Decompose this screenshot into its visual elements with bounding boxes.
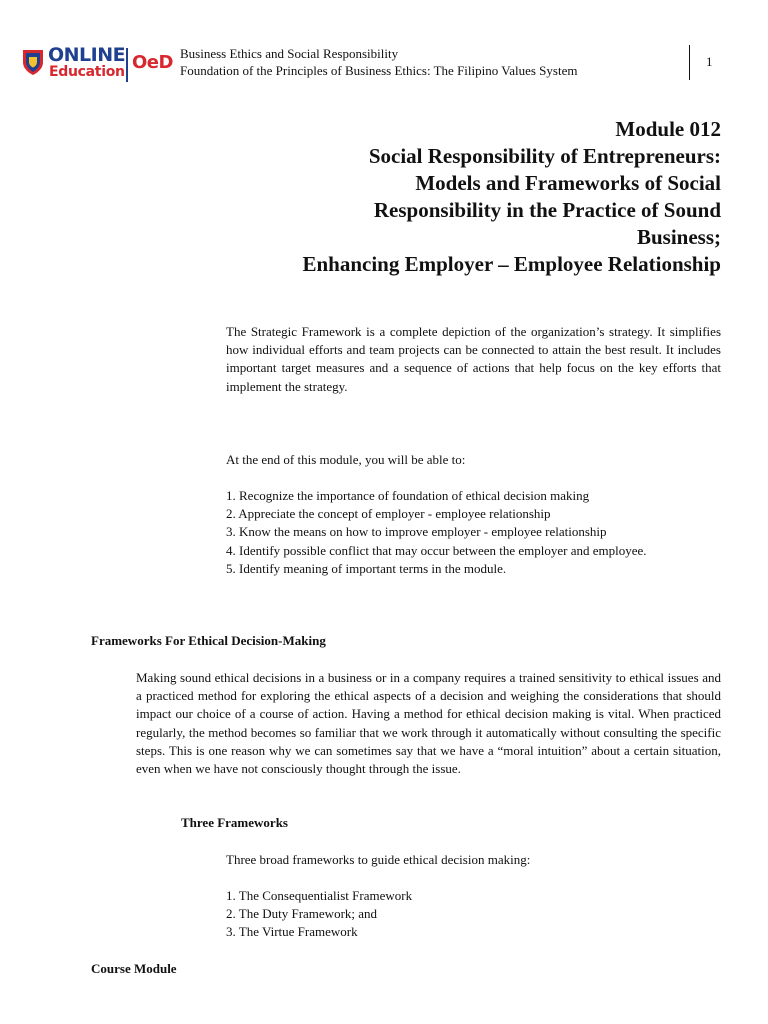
three-frameworks-lead: Three broad frameworks to guide ethical decision making: (226, 852, 531, 867)
module-subtitle: Foundation of the Principles of Business Ethics: The Filipino Values System (180, 63, 578, 78)
list-item: 5. Identify meaning of important terms in the module. (226, 560, 507, 576)
list-item: 3. The Virtue Framework (226, 924, 358, 940)
objectives-list (226, 487, 721, 578)
intro-paragraph: The Strategic Framework is a complete depiction of the organization’s strategy. It simplifies how individual efforts and team projects can be connected to attain the best result. It includes important target measures and a sequence of actions that help focus on the key efforts that implement the strategy. (226, 324, 721, 394)
page-number: 1 (706, 54, 713, 69)
three-frameworks-list (226, 887, 721, 942)
title-line: Social Responsibility of Entrepreneurs: (368, 144, 721, 168)
section-heading: Frameworks For Ethical Decision-Making (91, 633, 326, 648)
module-title (161, 116, 721, 278)
logo-oed-text: OeD (132, 52, 173, 73)
shield-icon (22, 48, 44, 76)
title-line: Responsibility in the Practice of Sound (373, 198, 721, 222)
objectives-lead: At the end of this module, you will be able to: (226, 452, 466, 467)
frameworks-paragraph: Making sound ethical decisions in a business or in a company requires a trained sensitivity to ethical issues and a practiced method for exploring the ethical aspects of a decision and weighing the considerations that should impact our choice of a course of action. Having a method for ethical decision making is vital. When practiced regularly, the method becomes so familiar that we work through it automatically without consulting the specific steps. This is one reason why we can sometimes say that we have a “moral intuition” about a certain situation, even when we have not consciously thought through the issue. (136, 670, 721, 777)
course-title: Business Ethics and Social Responsibility (180, 46, 399, 61)
footer-label: Course Module (91, 961, 177, 976)
list-item: 4. Identify possible conflict that may occur between the employer and employee. (226, 542, 647, 558)
logo-education-text: Education (49, 64, 125, 80)
list-item: 3. Know the means on how to improve employer - employee relationship (226, 524, 607, 540)
title-line: Enhancing Employer – Employee Relationship (302, 252, 721, 276)
title-line: Business; (636, 225, 721, 249)
list-item: 1. The Consequentialist Framework (226, 888, 413, 903)
title-line: Module 012 (615, 117, 721, 141)
list-item: 2. Appreciate the concept of employer - employee relationship (226, 506, 551, 522)
subsection-heading: Three Frameworks (181, 815, 288, 830)
page-header (22, 40, 752, 90)
list-item: 1. Recognize the importance of foundation of ethical decision making (226, 488, 590, 503)
logo-divider (126, 48, 128, 82)
list-item: 2. The Duty Framework; and (226, 906, 378, 922)
logo-online-text: ONLINE (48, 44, 126, 66)
online-education-logo (22, 44, 174, 84)
title-line: Models and Frameworks of Social (415, 171, 721, 195)
header-divider (689, 45, 690, 80)
